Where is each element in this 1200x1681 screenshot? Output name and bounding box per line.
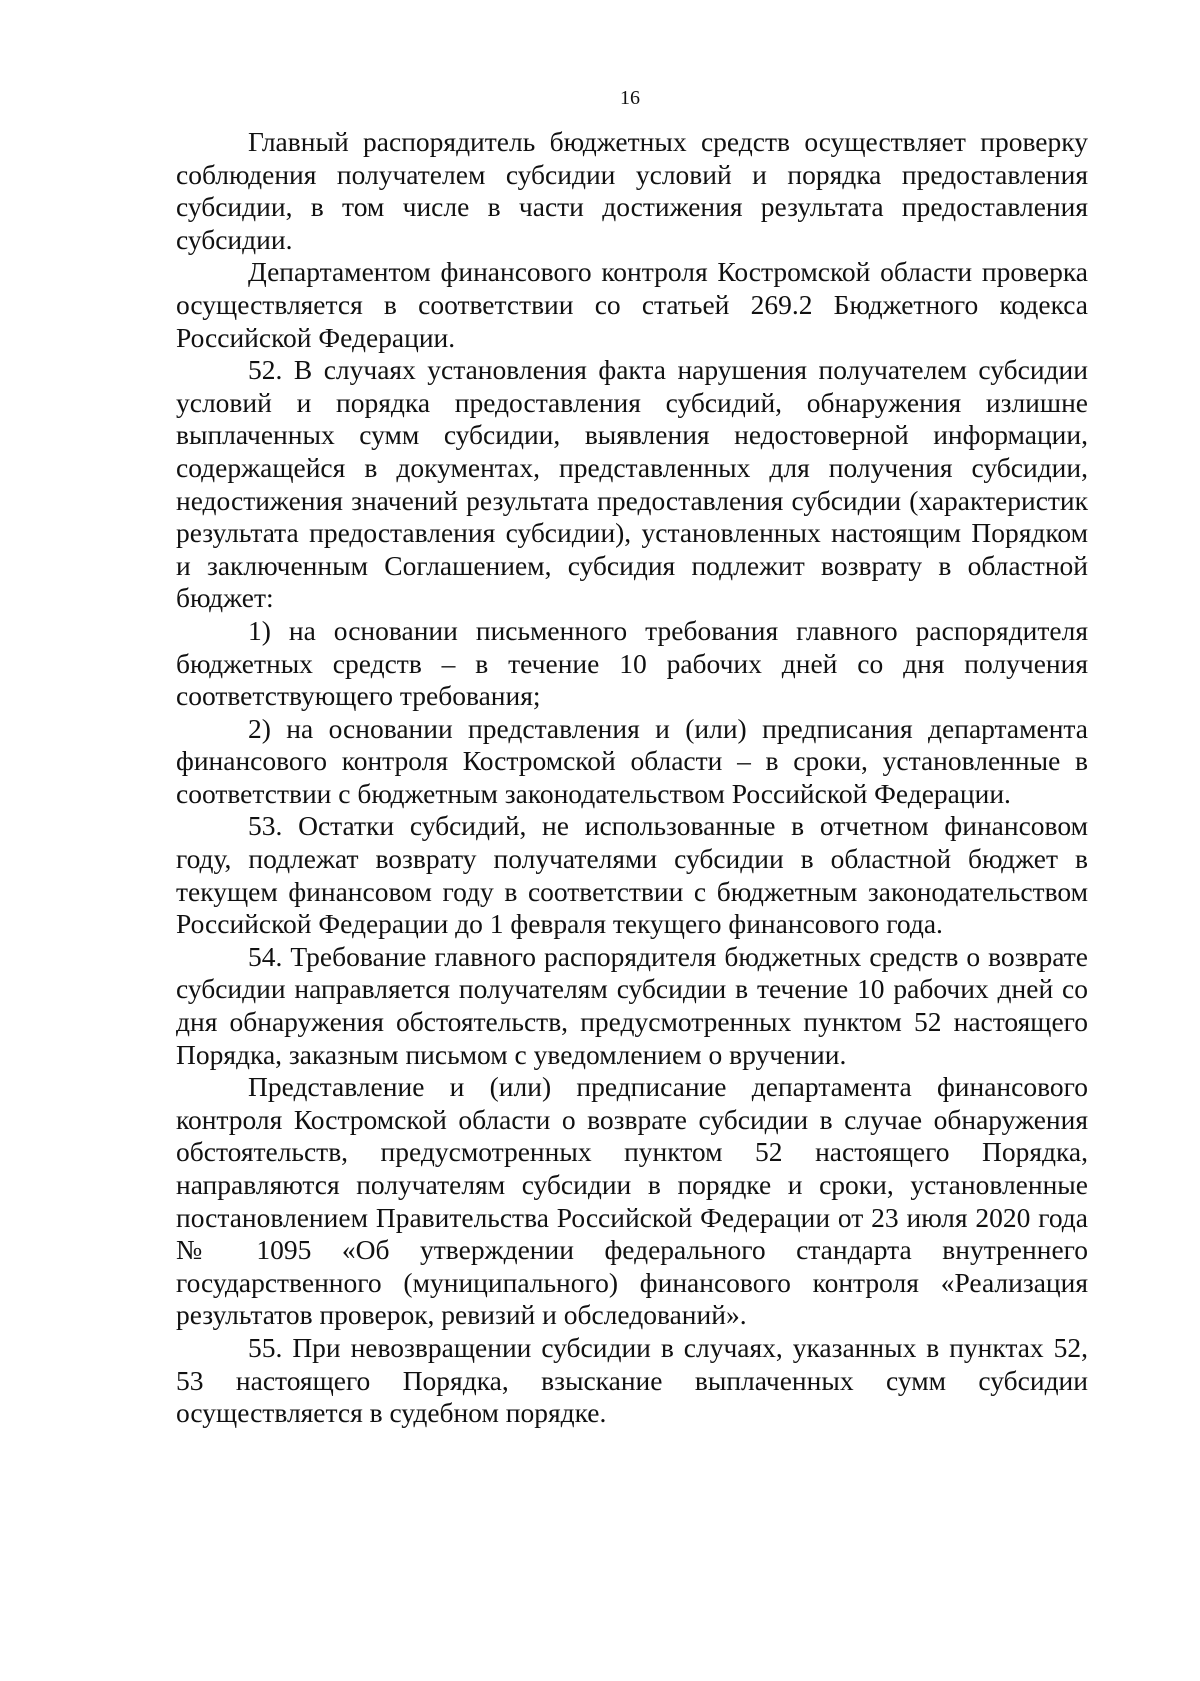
page-number: 16 <box>620 87 640 109</box>
paragraph-item-54: 54. Требование главного распорядителя бюджетных средств о возврате субсидии направляется получателям субсидии в течение 10 рабочих дней со дня обнаружения обстоятельств, предусмотренных пунктом 52 настоящего Порядка, заказным письмом с уведомлением о вручении. <box>176 940 1088 1070</box>
paragraph-item-54-representation: Представление и (или) предписание департамента финансового контроля Костромской области о возврате субсидии в случае обнаружения обстоятельств, предусмотренных пунктом 52 настоящего Порядка, направляются получателям субсидии в порядке и сроки, установленные постановлением Правительства Российской Федерации от 23 июля 2020 года № 1095 «Об утверждении федерального стандарта внутреннего государственного (муниципального) финансового контроля «Реализация результатов проверок, ревизий и обследований». <box>176 1071 1088 1331</box>
paragraph-control-check: Главный распорядитель бюджетных средств осуществляет проверку соблюдения получателем субсидии условий и порядка предоставления субсидии, в том числе в части достижения результата предоставления субсидии. <box>176 126 1088 255</box>
paragraph-department-check: Департаментом финансового контроля Костромской области проверка осуществляется в соответствии со статьей 269.2 Бюджетного кодекса Российской Федерации. <box>176 256 1088 353</box>
document-body <box>176 126 1088 1430</box>
paragraph-item-53: 53. Остатки субсидий, не использованные в отчетном финансовом году, подлежат возврату получателями субсидии в областной бюджет в текущем финансовом году в соответствии с бюджетным законодательством Российской Федерации до 1 февраля текущего финансового года. <box>176 810 1088 940</box>
paragraph-item-55: 55. При невозвращении субсидии в случаях, указанных в пунктах 52, 53 настоящего Порядка, взыскание выплаченных сумм субсидии осуществляется в судебном порядке. <box>176 1331 1088 1429</box>
paragraph-item-52-sub-1: 1) на основании письменного требования главного распорядителя бюджетных средств – в течение 10 рабочих дней со дня получения соответствующего требования; <box>176 614 1088 712</box>
paragraph-item-52: 52. В случаях установления факта нарушения получателем субсидии условий и порядка предоставления субсидий, обнаружения излишне выплаченных сумм субсидии, выявления недостоверной информации, содержащейся в документах, представленных для получения субсидии, недостижения значений результата предоставления субсидии (характеристик результата предоставления субсидии), установленных настоящим Порядком и заключенным Соглашением, субсидия подлежит возврату в областной бюджет: <box>176 354 1088 614</box>
paragraph-item-52-sub-2: 2) на основании представления и (или) предписания департамента финансового контроля Костромской области – в сроки, установленные в соответствии с бюджетным законодательством Российской Федерации. <box>176 712 1088 809</box>
